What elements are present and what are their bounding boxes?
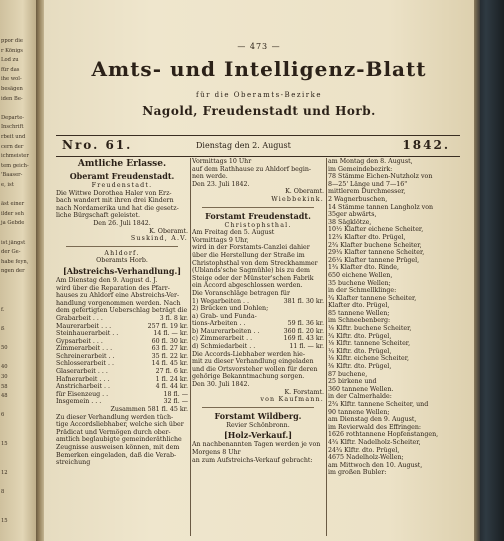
notice-line: bach wandert mit ihren drei Kindern <box>56 197 174 205</box>
wood-sale-line: 1¾ Klafter dto. Rinde, <box>328 264 399 272</box>
wood-sale-line: ⅛ Klftr. buchene Scheiter, <box>328 325 412 333</box>
wood-sale-line: am Dienstag den 9. August, <box>328 416 417 424</box>
cost-row <box>56 315 188 323</box>
header-rule-top <box>56 135 460 136</box>
previous-page-fragment: tem geich- <box>1 162 29 169</box>
row-amount: 27 fl. 6 kr. <box>155 368 188 376</box>
cost-row <box>56 360 188 368</box>
forest-item-row <box>192 335 324 343</box>
column-1 <box>56 158 188 538</box>
wood-sale-line: 650 eichene Wellen, <box>328 271 393 279</box>
wood-sale-line: 24¾ Klftr. dto. Prügel, <box>328 446 400 454</box>
wood-sale-line: mittlerem Durchmesser, <box>328 188 406 196</box>
row-label: b) Maurerarbeiten . . <box>192 327 260 335</box>
row-label: Steinhauerarbeit . . <box>56 330 119 338</box>
previous-page-fragment: f. <box>1 306 5 313</box>
row-amount: 11 fl. — kr. <box>289 343 324 351</box>
notice-sign-office: K. Oberamt. <box>149 227 188 235</box>
row-label: Maurerarbeit . . . <box>56 322 112 330</box>
row-label: Schlosserarbeit . . <box>56 360 114 368</box>
wood-sale-line: 12¾ Klafter dto. Prügel, <box>328 233 406 241</box>
forest-item-row <box>192 298 324 306</box>
cost-row <box>56 391 188 399</box>
row-amount: 169 fl. 43 kr. <box>283 335 324 343</box>
wood-sale-line: 29¼ Klafter tannene Scheiter, <box>328 249 425 257</box>
column-3 <box>328 158 468 538</box>
sign-office: K. Oberamt. <box>285 188 324 196</box>
forest-text <box>192 229 324 297</box>
column-2 <box>192 158 324 538</box>
previous-page-fragment: besägen <box>1 86 23 92</box>
previous-page-fragment: ß <box>1 326 5 332</box>
auction-line: wird über die Reparation des Pfarr- <box>56 284 170 292</box>
wood-sale-line: Klafter dto. Prügel, <box>328 302 390 310</box>
previous-page-fragment: ichmeister <box>1 153 29 160</box>
forest-closing <box>192 351 324 389</box>
page-number: — 473 — <box>237 42 281 51</box>
row-label: tions-Arbeiten . . <box>192 320 246 328</box>
wood-sale-line: im Schneebenberg: <box>328 317 391 325</box>
forest-sign-name: von Kaufmann. <box>260 396 324 404</box>
column-divider-2 <box>326 158 327 536</box>
previous-page-fragment: 58 <box>1 383 8 390</box>
previous-page-fragment: Departe- <box>1 114 25 121</box>
cost-row <box>56 345 188 353</box>
forest-items-table <box>192 298 324 351</box>
wood-sale-line: am Mittwoch den 10. August, <box>328 461 423 469</box>
wood-sale-line: 2¾ Klftr. tannene Scheiter, und <box>328 401 429 408</box>
wood-sale-line: ¼ Klftr. dto. Prügel, <box>328 347 392 355</box>
previous-page-fragment: 6 <box>1 412 5 419</box>
forest-closing-line: gehörige Bekanntmachung sorgen. <box>192 373 305 381</box>
column-divider-1 <box>190 158 191 536</box>
sign-name: Wiebbekink. <box>271 195 324 203</box>
sale-heading: [Holz-Verkauf.] <box>223 430 293 441</box>
place-heading: Ahldorf. <box>104 249 140 257</box>
wood-sale-line: ⅛ Klftr. tannene Scheiter, <box>328 340 411 348</box>
newspaper-page <box>44 0 474 541</box>
previous-page-fragment: rbeit und <box>1 134 26 140</box>
previous-page-fragment: 12 <box>1 470 8 476</box>
auction-line: hauses zu Ahldorf eine Abstreichs-Ver- <box>56 292 180 300</box>
closing-line: amtlich beglaubigte gemeinderäthliche <box>56 436 182 444</box>
wood-sale-line: 10½ Klafter eichene Scheiter, <box>328 226 424 234</box>
wood-sale-line: 14 Stämme tannen Langholz von <box>328 203 434 211</box>
wood-sale-line: im großen Bubler: <box>328 469 387 477</box>
forest-line: Christophsthal von dem Streckhammer <box>192 259 318 267</box>
closing-line: streichung <box>56 459 91 467</box>
previous-page-fragment: für das <box>1 66 20 73</box>
cost-table <box>56 315 188 406</box>
row-label: d) Schmiedarbeit . . <box>192 343 256 351</box>
forest-closing-line: und die Ortsvorsteher wollen für deren <box>192 365 318 373</box>
previous-page-fragment: ja Gebde <box>1 220 25 227</box>
forest-line: Die Voranschläge betragen für <box>192 289 290 297</box>
row-label: Schreinerarbeit . . <box>56 352 115 360</box>
row-amount: 14 fl. 45 kr. <box>151 360 188 368</box>
wood-sale-line: ¾ Klftr. dto. Prügel, <box>328 332 392 340</box>
divider <box>66 246 178 247</box>
previous-page-fragment: 48 <box>1 393 8 400</box>
text-line: nen werde. <box>192 173 228 181</box>
forest-item-row <box>192 343 324 351</box>
wood-sale-line: 2 Wagnerbuschen, <box>328 195 388 203</box>
header-rule-bottom <box>56 156 460 157</box>
row-amount: 381 fl. 30 kr. <box>283 297 324 305</box>
wood-sale-line: 38 Sägklötze, <box>328 218 372 226</box>
forest-place-heading: Christophsthal. <box>224 221 292 229</box>
issue-date: Dienstag den 2. August <box>196 141 291 150</box>
cost-row <box>56 398 188 406</box>
previous-page-fragment: cern der <box>1 143 24 150</box>
row-amount: 1 fl. 24 kr. <box>155 375 188 383</box>
forest-closing-line: Den 30. Juli 1842. <box>192 381 250 389</box>
issue-bar <box>56 138 460 156</box>
closing-line: Bemerken eingeladen, daß die Verab- <box>56 451 177 459</box>
continued-text <box>192 158 324 188</box>
forest-line: ein Accord abgeschlossen werden. <box>192 282 303 290</box>
divider <box>202 207 314 208</box>
row-label: 2) Brücken und Dohlen; <box>192 305 269 313</box>
previous-page-fragment: ist jängst <box>1 239 26 246</box>
divider <box>202 407 314 408</box>
row-amount: 4 fl. 44 kr. <box>155 383 188 391</box>
previous-page-fragment: Lod zu <box>1 57 19 64</box>
notice-line: Die Wittwe Dorothea Haler von Erz- <box>56 189 172 197</box>
wood-sale-line: 87 buchene, <box>328 370 368 378</box>
sale-line: an zum Aufstreichs-Verkauf gebracht: <box>192 456 313 464</box>
section-heading-official: Amtliche Erlasse. <box>77 159 167 169</box>
cost-row <box>56 383 188 391</box>
previous-page-fragment: ppor die <box>1 38 23 44</box>
place-subheading: Oberamts Horb. <box>96 257 148 265</box>
wood-sale-line: im Gemeindebezirk: <box>328 165 393 173</box>
forest-item-row <box>192 328 324 336</box>
forest-line: über die Herstellung der Straße im <box>192 251 305 259</box>
previous-page-fragment: iden Be- <box>1 95 23 102</box>
row-amount: 32 fl. — <box>163 398 188 406</box>
wood-sale-line: 360 tannene Wellen. <box>328 385 394 393</box>
wood-sale-line: 35ger abwärts, <box>328 211 377 219</box>
auction-heading: [Abstreichs-Verhandlung.] <box>62 265 182 276</box>
text-line: Den 23. Juli 1842. <box>192 180 250 188</box>
text-line: auf dem Rathhause zu Ahldorf begin- <box>192 165 312 173</box>
row-amount: 63 fl. 27 kr. <box>151 345 188 353</box>
wood-sale-line: 85 tannene Wellen; <box>328 309 390 317</box>
forest-closing-line: Die Accords-Liebhaber werden hie- <box>192 350 305 358</box>
district-heading: Revier Schönbronn. <box>226 421 290 429</box>
previous-page-fragment: Inschrift <box>1 124 24 131</box>
previous-page-fragment: 30 <box>1 374 8 380</box>
wood-sale-line: am Montag den 8. August, <box>328 158 413 165</box>
sale-text <box>192 441 324 464</box>
previous-page-fragment: 'Baaser- <box>1 172 23 179</box>
row-label: Glaserarbeit . . . <box>56 368 108 376</box>
wood-sale-line: 78 Stämme Eichen-Nutzholz von <box>328 173 433 181</box>
notice-sign-name: Suskind, A.V. <box>130 235 188 243</box>
closing-line: Zeugnisse ausweisen können, mit dem <box>56 444 180 451</box>
row-label: Anstricharbeit . . <box>56 383 111 391</box>
previous-page-fragment: 40 <box>1 364 8 371</box>
book-cover-edge <box>474 0 504 541</box>
forest-item-row <box>192 313 324 321</box>
wood-sale-line: ¾ Klafter tannene Scheiter, <box>328 294 417 302</box>
office-heading: Oberamt Freudenstadt. <box>69 171 175 181</box>
auction-text <box>56 277 188 315</box>
row-label: c) Zimmerarbeit . . <box>192 335 253 343</box>
masthead-subtitle: für die Oberamts-Bezirke <box>196 91 322 99</box>
row-amount: 18 fl. — <box>163 390 188 398</box>
wood-sale-line: 26¼ Klafter tannene Prügel, <box>328 256 420 264</box>
issue-number: Nro. 61. <box>62 138 133 152</box>
previous-page-fragment: e, ist <box>1 182 14 188</box>
row-label: 1) Wegarbeiten . . <box>192 297 250 305</box>
auction-closing <box>56 414 188 467</box>
row-label: a) Grab- und Funda- <box>192 312 257 320</box>
issue-year: 1842. <box>402 138 450 152</box>
notice-emigration <box>56 190 188 220</box>
cost-row <box>56 368 188 376</box>
notice-line: liche Bürgschaft geleistet. <box>56 212 141 220</box>
previous-page-fragment: der Ge- <box>1 249 21 256</box>
wood-sale-line: 2¾ Klafter buchene Scheiter, <box>328 241 422 249</box>
wood-sale-line: 4675 Nadelholz-Wellen; <box>328 454 404 462</box>
previous-page-fragment: 15 <box>1 518 8 524</box>
closing-line: Zu dieser Verhandlung werden tüch- <box>56 413 174 421</box>
previous-page-fragment: habe feyn, <box>1 258 29 265</box>
row-label: Insgemein . . . <box>56 398 102 406</box>
notice-line: nach Nordamerika und hat die gesetz- <box>56 204 179 212</box>
row-amount: 3 fl. 8 kr. <box>159 314 188 322</box>
auction-line: Am Dienstag den 9. August d. J. <box>56 276 158 284</box>
row-amount: 60 fl. 30 kr. <box>151 337 188 345</box>
forest-sign-office: K. Forstamt. <box>284 388 324 396</box>
auction-line: dem gefertigten Ueberschlag beträgt die <box>56 307 188 315</box>
forest-line: wird in der Forstamts-Canzlei dahier <box>192 244 310 252</box>
sale-line: Morgens 8 Uhr <box>192 449 241 456</box>
wood-sale-line: 1626 rothtannene Hopfenstangen, <box>328 431 439 439</box>
row-amount: 35 fl. 22 kr. <box>151 352 188 360</box>
forest-item-row <box>192 305 324 313</box>
forest-office-heading-2: Forstamt Wildberg. <box>214 410 302 421</box>
row-label: für Eisenzeug . . <box>56 390 109 398</box>
masthead-places: Nagold, Freudenstadt und Horb. <box>142 104 376 118</box>
wood-sale-line: in der Calmerhalde: <box>328 393 392 401</box>
wood-sale-line: 25 birkene und <box>328 378 377 386</box>
previous-page-fragment: 50 <box>1 345 8 352</box>
cost-row <box>56 323 188 331</box>
masthead-title: Amts- und Intelligenz-Blatt <box>91 57 427 81</box>
forest-line: Vormittags 9 Uhr, <box>192 236 249 244</box>
row-amount: 14 fl. — kr. <box>153 330 188 338</box>
row-label: Grabarbeit . . . <box>56 314 103 322</box>
notice-date: Den 26. Juli 1842. <box>93 219 151 227</box>
auction-line: handlung vorgenommen werden. Nach <box>56 299 181 307</box>
wood-sale-line: in der Schmellklinge: <box>328 287 397 295</box>
previous-page-edge <box>0 0 38 541</box>
town-heading: Freudenstadt. <box>91 182 153 189</box>
wood-sale-line: ⅛ Klftr. eichene Scheiter, <box>328 355 410 363</box>
row-label: Zimmerarbeit . . . <box>56 345 113 353</box>
forest-line: Steige oder der Münster'schen Fabrik <box>192 274 314 282</box>
closing-line: tige Accordsliebhaber, welche sich über <box>56 421 184 429</box>
row-amount: 360 fl. 20 kr. <box>283 327 324 335</box>
wood-sale-line: 4¾ Klftr. Nadelholz-Scheiter, <box>328 438 421 446</box>
cost-row <box>56 353 188 361</box>
forest-item-row <box>192 320 324 328</box>
cost-row <box>56 330 188 338</box>
previous-page-fragment: r Königs <box>1 47 23 54</box>
previous-page-fragment: 8 <box>1 489 5 496</box>
closing-line: Prädicat und Vermögen durch ober- <box>56 428 171 436</box>
wood-sale-line: 35 buchene Wellen; <box>328 279 391 287</box>
wood-sale-line: 8—25' Länge und 7—16" <box>328 180 408 188</box>
cost-row <box>56 338 188 346</box>
previous-page-fragment: 15 <box>1 441 8 448</box>
forest-line: Am Freitag den 5. August <box>192 229 275 237</box>
wood-sale-line: ⅜ Klftr. dto. Prügel, <box>328 363 392 371</box>
forest-office-heading: Forstamt Freudenstadt. <box>205 210 311 221</box>
cost-total: Zusammen 581 fl. 45 kr. <box>110 406 188 414</box>
previous-page-fragment: ihe wol- <box>1 76 22 83</box>
text-line: Vormittags 10 Uhr <box>192 158 252 165</box>
row-amount: 257 fl. 19 kr. <box>147 322 188 330</box>
wood-sale-line: im Revierwald des Effringen: <box>328 423 422 431</box>
row-label: Hafnerarbeit . . . <box>56 375 110 383</box>
forest-closing-line: mit zu dieser Verhandlung eingeladen <box>192 358 314 366</box>
row-amount: 59 fl. 36 kr. <box>287 320 324 328</box>
wood-sale-line: 90 tannene Wellen; <box>328 408 390 416</box>
sale-line: An nachbenannten Tagen werden je von <box>192 441 321 449</box>
previous-page-fragment: ngen der <box>1 268 25 275</box>
previous-page-fragment: ilder seh <box>1 210 24 217</box>
cost-row <box>56 376 188 384</box>
forest-line: (Ublands'sche Sagmühle) bis zu dem <box>192 267 310 275</box>
previous-page-fragment: äst einer <box>1 201 25 208</box>
row-label: Gypsarbeit . . . <box>56 337 103 345</box>
